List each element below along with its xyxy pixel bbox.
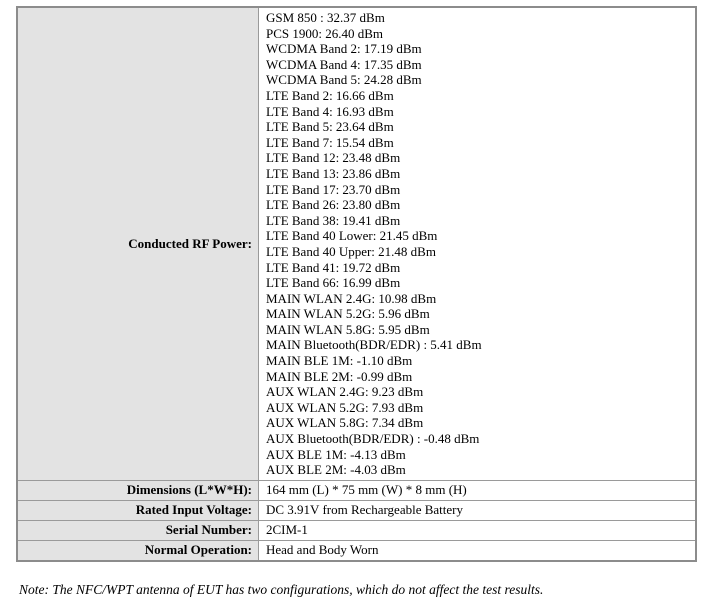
rf-power-line: LTE Band 2: 16.66 dBm — [266, 87, 394, 103]
rf-power-line: LTE Band 17: 23.70 dBm — [266, 181, 401, 197]
spec-table — [16, 6, 697, 562]
rf-power-line: GSM 850 : 32.37 dBm — [266, 10, 385, 25]
rf-power-line: MAIN WLAN 5.8G: 5.95 dBm — [266, 321, 430, 337]
rf-power-line: LTE Band 38: 19.41 dBm — [266, 212, 401, 228]
rf-power-row — [17, 7, 696, 480]
rf-power-line: WCDMA Band 5: 24.28 dBm — [266, 72, 422, 88]
rf-power-line: MAIN BLE 2M: -0.99 dBm — [266, 368, 413, 384]
rf-power-line: LTE Band 41: 19.72 dBm — [266, 259, 401, 275]
serial-row — [17, 520, 696, 540]
serial-value: 2CIM-1 — [259, 520, 697, 540]
operation-label: Normal Operation: — [17, 540, 259, 561]
operation-row — [17, 540, 696, 561]
dimensions-value: 164 mm (L) * 75 mm (W) * 8 mm (H) — [259, 480, 697, 500]
rf-power-line: MAIN WLAN 2.4G: 10.98 dBm — [266, 290, 437, 306]
voltage-row — [17, 500, 696, 520]
rf-power-line: LTE Band 40 Upper: 21.48 dBm — [266, 243, 436, 259]
rf-power-line: MAIN BLE 1M: -1.10 dBm — [266, 353, 413, 369]
rf-power-label: Conducted RF Power: — [17, 7, 259, 480]
rf-power-line: LTE Band 7: 15.54 dBm — [266, 134, 394, 150]
rf-power-line: AUX WLAN 5.8G: 7.34 dBm — [266, 415, 424, 431]
rf-power-line: WCDMA Band 2: 17.19 dBm — [266, 41, 422, 57]
voltage-value: DC 3.91V from Rechargeable Battery — [259, 500, 697, 520]
rf-power-line: AUX WLAN 5.2G: 7.93 dBm — [266, 399, 424, 415]
rf-power-line: PCS 1900: 26.40 dBm — [266, 25, 384, 41]
rf-power-values — [259, 7, 697, 480]
dimensions-label: Dimensions (L*W*H): — [17, 480, 259, 500]
rf-power-line: LTE Band 40 Lower: 21.45 dBm — [266, 228, 438, 244]
rf-power-line: AUX BLE 1M: -4.13 dBm — [266, 446, 406, 462]
rf-power-line: LTE Band 12: 23.48 dBm — [266, 150, 401, 166]
rf-power-line: AUX WLAN 2.4G: 9.23 dBm — [266, 384, 424, 400]
rf-power-line: AUX BLE 2M: -4.03 dBm — [266, 462, 406, 478]
dimensions-row — [17, 480, 696, 500]
rf-power-line: LTE Band 5: 23.64 dBm — [266, 119, 394, 135]
serial-label: Serial Number: — [17, 520, 259, 540]
rf-power-line: MAIN Bluetooth(BDR/EDR) : 5.41 dBm — [266, 337, 482, 353]
operation-value: Head and Body Worn — [259, 540, 697, 561]
rf-power-line: LTE Band 66: 16.99 dBm — [266, 275, 401, 291]
footnote: Note: The NFC/WPT antenna of EUT has two configurations, which do not affect the test results. — [19, 582, 544, 597]
voltage-label: Rated Input Voltage: — [17, 500, 259, 520]
rf-power-line: LTE Band 26: 23.80 dBm — [266, 197, 401, 213]
rf-power-line: AUX Bluetooth(BDR/EDR) : -0.48 dBm — [266, 431, 480, 447]
rf-power-line: LTE Band 4: 16.93 dBm — [266, 103, 394, 119]
rf-power-line: LTE Band 13: 23.86 dBm — [266, 165, 401, 181]
rf-power-line: WCDMA Band 4: 17.35 dBm — [266, 56, 422, 72]
rf-power-line: MAIN WLAN 5.2G: 5.96 dBm — [266, 306, 430, 322]
